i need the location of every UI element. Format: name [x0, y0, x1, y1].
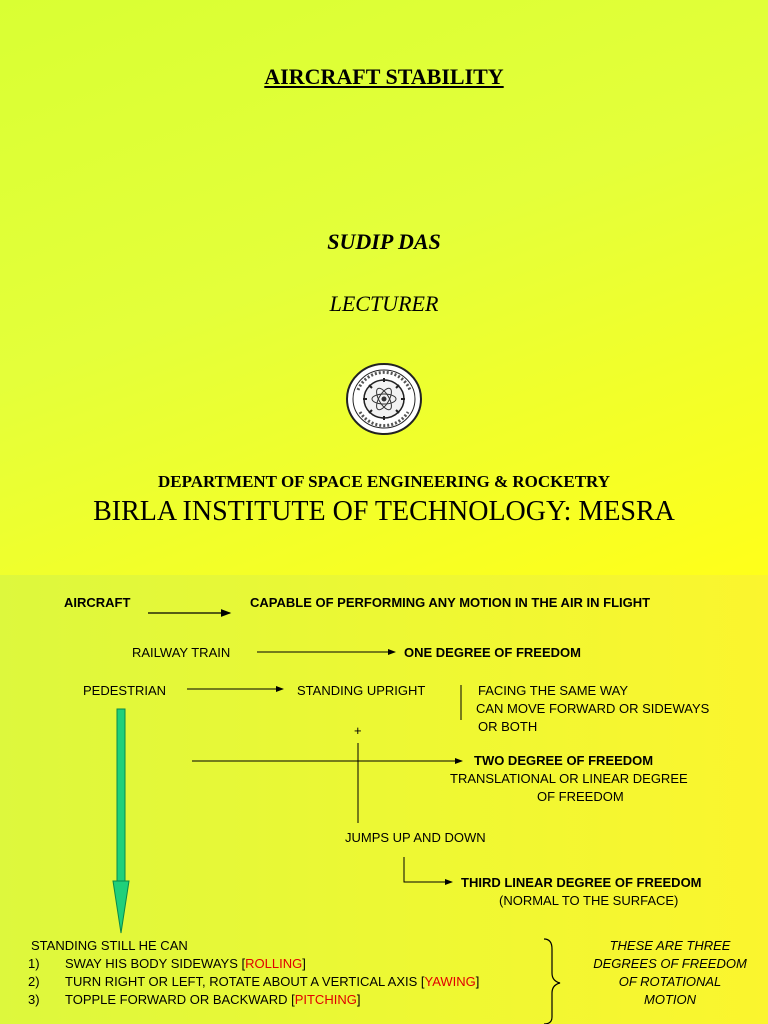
pitching-term: PITCHING — [294, 992, 357, 1007]
list-item — [28, 956, 306, 971]
facing-same-way-text: FACING THE SAME WAY — [478, 683, 629, 698]
rotational-line-3: OF ROTATIONAL — [618, 974, 722, 989]
department-name: DEPARTMENT OF SPACE ENGINEERING & ROCKETRY — [157, 472, 611, 491]
translational-line-2: OF FREEDOM — [537, 789, 624, 804]
institute-seal-graphic — [344, 362, 424, 436]
list-item — [28, 974, 479, 989]
rolling-term: ROLLING — [245, 956, 303, 971]
rotational-line-4: MOTION — [644, 992, 696, 1007]
pedestrian-label: PEDESTRIAN — [83, 683, 167, 698]
yawing-term: YAWING — [424, 974, 476, 989]
railway-train-label: RAILWAY TRAIN — [132, 645, 231, 660]
list-item — [28, 992, 360, 1007]
or-both-text: OR BOTH — [478, 719, 538, 734]
aircraft-label: AIRCRAFT — [64, 595, 131, 610]
slide-title: AIRCRAFT STABILITY — [264, 64, 504, 89]
standing-upright-label: STANDING UPRIGHT — [297, 683, 426, 698]
one-dof-label: ONE DEGREE OF FREEDOM — [404, 645, 581, 660]
down-arrow-icon — [113, 709, 129, 933]
can-move-text: CAN MOVE FORWARD OR SIDEWAYS — [476, 701, 710, 716]
standing-still-label: STANDING STILL HE CAN — [31, 938, 188, 953]
rotational-line-2: DEGREES OF FREEDOM — [593, 956, 747, 971]
degrees-of-freedom-slide — [0, 575, 768, 1024]
list-item-number: 2) — [28, 974, 40, 989]
list-item-text: TOPPLE FORWARD OR BACKWARD [ — [65, 992, 295, 1007]
rotational-line-1: THESE ARE THREE — [609, 938, 731, 953]
author-name: SUDIP DAS — [327, 229, 441, 254]
list-item-number: 3) — [28, 992, 40, 1007]
list-item-close: ] — [475, 974, 480, 989]
author-role: LECTURER — [329, 291, 439, 316]
list-item-close: ] — [356, 992, 361, 1007]
jumps-label: JUMPS UP AND DOWN — [345, 830, 486, 845]
third-dof-arrow — [404, 857, 452, 882]
list-item-text: TURN RIGHT OR LEFT, ROTATE ABOUT A VERTICAL AXIS [ — [65, 974, 425, 989]
list-item-close: ] — [302, 956, 306, 971]
normal-surface-text: (NORMAL TO THE SURFACE) — [499, 893, 679, 908]
aircraft-description: CAPABLE OF PERFORMING ANY MOTION IN THE AIR IN FLIGHT — [250, 595, 651, 610]
institute-seal-icon — [344, 362, 424, 436]
two-dof-label: TWO DEGREE OF FREEDOM — [474, 753, 654, 768]
list-item-text: SWAY HIS BODY SIDEWAYS [ — [65, 956, 246, 971]
third-dof-label: THIRD LINEAR DEGREE OF FREEDOM — [461, 875, 702, 890]
institute-name: BIRLA INSTITUTE OF TECHNOLOGY: MESRA — [93, 496, 675, 527]
translational-line-1: TRANSLATIONAL OR LINEAR DEGREE — [450, 771, 688, 786]
curly-brace — [544, 939, 560, 1024]
list-item-number: 1) — [28, 956, 40, 971]
plus-sign: + — [354, 723, 362, 738]
